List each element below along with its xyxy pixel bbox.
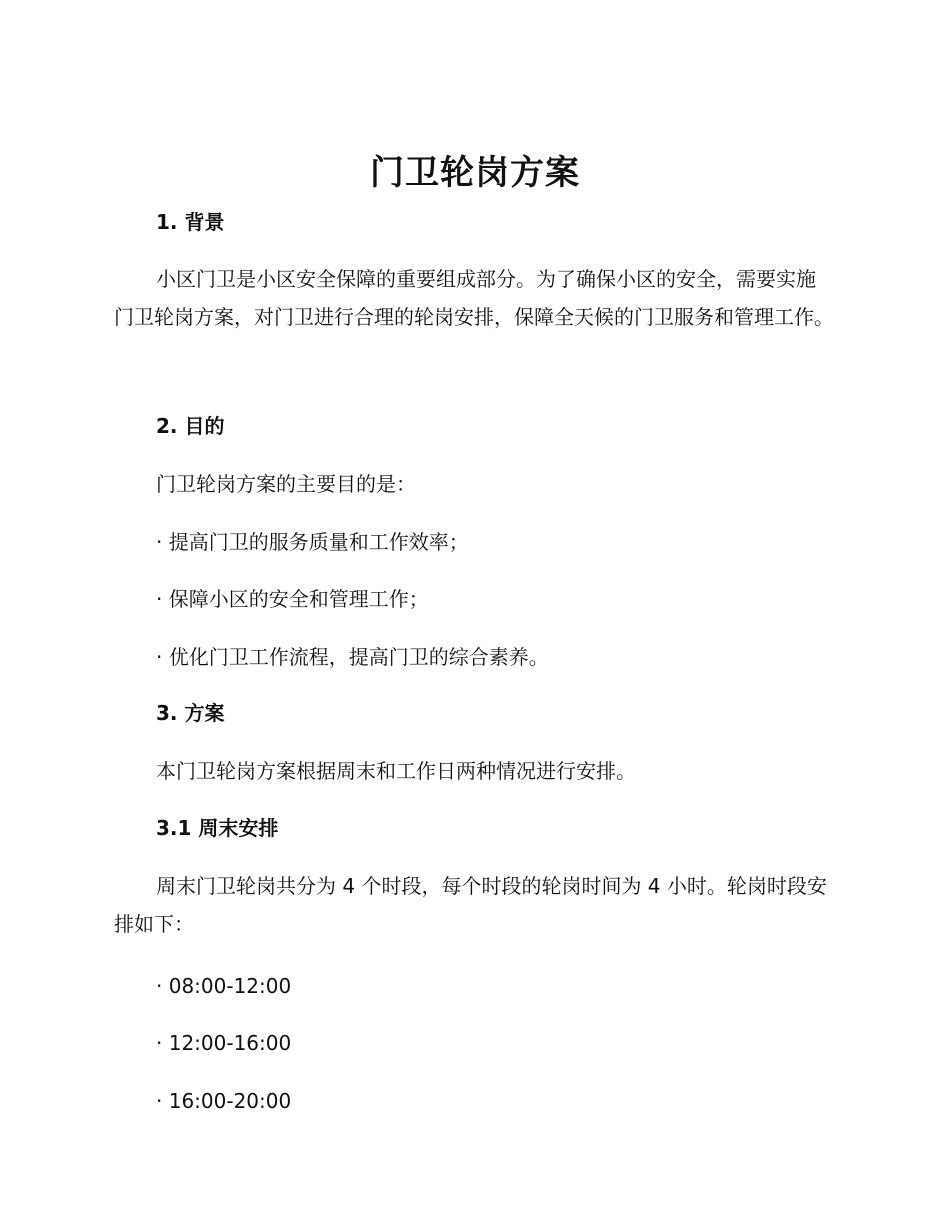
purpose-item: · 保障小区的安全和管理工作； bbox=[156, 587, 429, 611]
section-heading-purpose: 2. 目的 bbox=[156, 414, 225, 438]
background-paragraph: 小区门卫是小区安全保障的重要组成部分。为了确保小区的安全，需要实施门卫轮岗方案，对门卫进行合理的轮岗安排，保障全天候的门卫服务和管理工作。 bbox=[114, 267, 834, 329]
purpose-item: · 优化门卫工作流程，提高门卫的综合素养。 bbox=[156, 645, 549, 669]
time-slot-item: · 08:00-12:00 bbox=[156, 974, 292, 998]
time-slot-item: · 16:00-20:00 bbox=[156, 1089, 292, 1113]
weekend-paragraph: 周末门卫轮岗共分为 4 个时段，每个时段的轮岗时间为 4 小时。轮岗时段安排如下： bbox=[114, 874, 827, 936]
section-heading-plan: 3. 方案 bbox=[156, 701, 225, 725]
time-slot-item: · 12:00-16:00 bbox=[156, 1031, 292, 1055]
section-heading-weekend: 3.1 周末安排 bbox=[156, 816, 279, 840]
purpose-intro: 门卫轮岗方案的主要目的是： bbox=[156, 472, 416, 496]
document-title: 门卫轮岗方案 bbox=[370, 153, 580, 193]
plan-paragraph: 本门卫轮岗方案根据周末和工作日两种情况进行安排。 bbox=[156, 759, 636, 783]
section-heading-background: 1. 背景 bbox=[156, 210, 225, 234]
purpose-item: · 提高门卫的服务质量和工作效率； bbox=[156, 530, 469, 554]
